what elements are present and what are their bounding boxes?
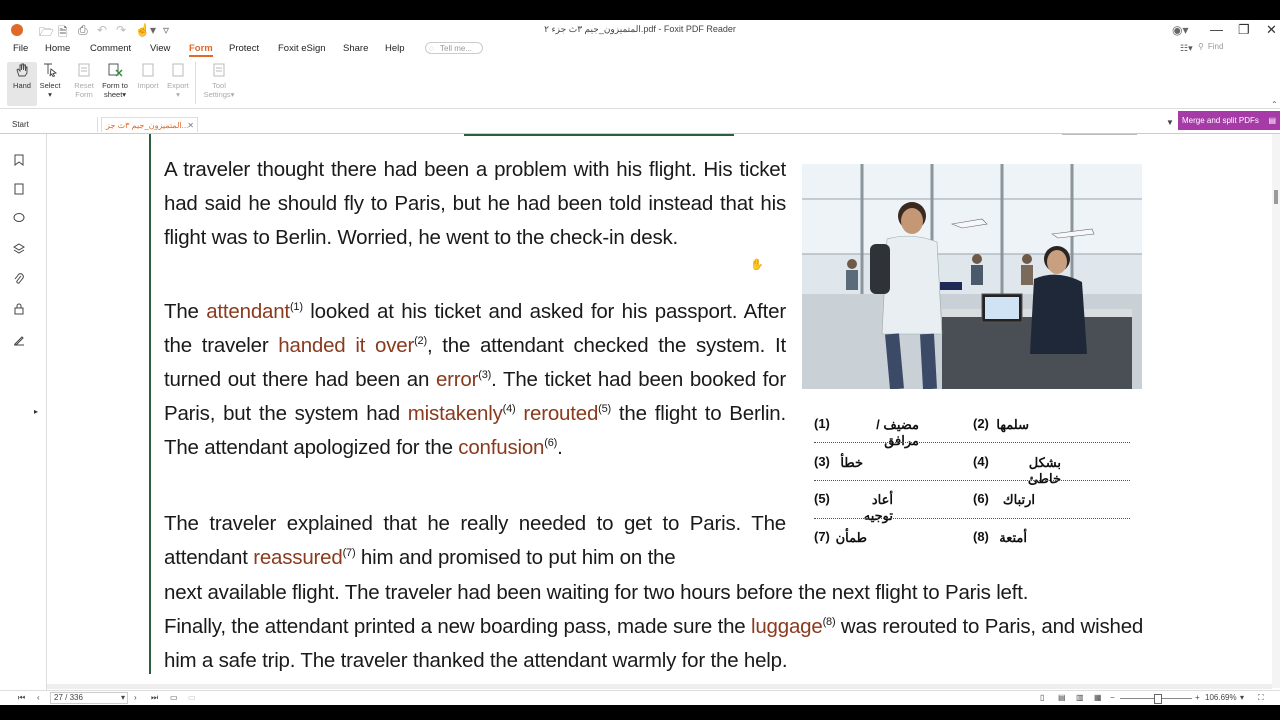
menu-protect[interactable]: Protect — [229, 43, 260, 54]
continuous-mode-icon[interactable]: ▤ — [1058, 693, 1066, 702]
screen-bottom-bar — [0, 705, 1280, 720]
gloss-text-7: طمأن — [835, 530, 867, 545]
hand-icon — [14, 62, 30, 78]
gloss-text-6: ارتباك — [1002, 492, 1035, 507]
page-left-rule — [149, 134, 151, 674]
select-tool-button[interactable] — [35, 62, 65, 99]
vocab-word-6: confusion — [458, 436, 545, 459]
zoom-in-icon[interactable]: + — [1195, 693, 1200, 702]
merge-icon: ▤ — [1268, 116, 1276, 125]
tab-list-dropdown-icon[interactable]: ▼ — [1166, 118, 1174, 127]
horizontal-scrollbar[interactable] — [47, 684, 1272, 689]
export-dropdown-icon: ▾ — [176, 90, 180, 99]
story-paragraph-3: The traveler explained that he really needed to get to Paris. The attendant reassured$^{(7)}$ him and promised to put him on the — [164, 512, 786, 569]
menu-help[interactable]: Help — [385, 43, 405, 54]
gloss-text-4: بشكل خاطئ — [1027, 455, 1061, 486]
find-search-icon: ⚲ — [1198, 42, 1204, 51]
hand-tool-button[interactable] — [7, 62, 37, 106]
import-button[interactable] — [133, 62, 163, 90]
gloss-num-1: (1) — [814, 416, 830, 431]
fullscreen-icon[interactable]: ⛶ — [1258, 693, 1264, 702]
customize-qa-icon[interactable]: ▿ — [163, 23, 170, 37]
tool-settings-button[interactable] — [202, 62, 236, 99]
hand-tool-dropdown-icon[interactable]: ☝▾ — [135, 23, 156, 37]
menu-foxit-esign[interactable]: Foxit eSign — [278, 43, 326, 54]
zoom-level[interactable]: 106.69% — [1205, 693, 1237, 702]
zoom-slider[interactable] — [1120, 698, 1192, 699]
form-to-sheet-icon — [107, 62, 123, 78]
import-icon — [140, 62, 156, 78]
close-button[interactable]: ✕ — [1266, 22, 1277, 37]
last-page-icon[interactable]: ⏭ — [151, 693, 159, 702]
vocab-word-4: mistakenly — [407, 402, 503, 425]
gloss-text-3: خطأ — [840, 455, 863, 470]
form-to-sheet-label: Form to sheet — [102, 81, 128, 99]
gloss-num-3: (3) — [814, 454, 830, 469]
vocab-word-5: rerouted — [523, 402, 599, 425]
save-icon[interactable]: 🗎 — [58, 25, 68, 39]
ribbon-separator — [195, 62, 196, 104]
security-lock-icon[interactable] — [13, 303, 25, 315]
find-placeholder: Find — [1207, 42, 1224, 51]
start-tab-label: Start — [12, 120, 29, 129]
tool-settings-icon — [211, 62, 227, 78]
menu-comment[interactable]: Comment — [90, 43, 132, 54]
vocab-word-2: handed it over — [278, 334, 415, 357]
zoom-slider-handle[interactable] — [1154, 694, 1162, 704]
menu-home[interactable]: Home — [45, 43, 71, 54]
first-page-icon[interactable]: ⏮ — [18, 693, 26, 702]
next-page-icon[interactable]: › — [134, 693, 137, 702]
select-cursor-icon — [42, 62, 58, 78]
find-input[interactable] — [1198, 42, 1268, 55]
gloss-text-1: مضيف / مرافق — [876, 417, 919, 448]
gloss-text-2: سلمها — [996, 417, 1029, 432]
pdf-page — [149, 134, 1149, 688]
tell-me-placeholder: Tell me... — [440, 44, 473, 53]
minimize-button[interactable]: — — [1210, 22, 1223, 37]
redo-icon[interactable]: ↷ — [116, 23, 127, 37]
gloss-num-7: (7) — [814, 529, 830, 544]
check-in-desk-illustration — [802, 164, 1142, 389]
page-indicator: 27 / 336 — [54, 693, 83, 702]
gloss-divider-1 — [814, 442, 1130, 443]
gloss-text-8: أمتعة — [999, 530, 1027, 545]
vocab-word-3: error — [435, 368, 479, 391]
hand-cursor-icon: ✋ — [750, 259, 764, 271]
window-title: المتميزون_جيم ٣ث جزء ٢.pdf - Foxit PDF Reader — [544, 24, 736, 34]
vertical-scrollbar[interactable] — [1272, 134, 1280, 688]
print-icon[interactable]: ⎙ — [78, 23, 88, 37]
undo-icon[interactable]: ↶ — [97, 23, 108, 37]
menu-file[interactable]: File — [13, 43, 29, 54]
single-page-view-icon[interactable]: ▭ — [170, 693, 178, 702]
account-icon[interactable]: ◉▾ — [1172, 23, 1189, 37]
gloss-divider-3 — [814, 518, 1130, 519]
title-bar — [0, 20, 1280, 40]
menu-share[interactable]: Share — [343, 43, 369, 54]
start-tab[interactable] — [8, 117, 98, 132]
form-to-sheet-dropdown-icon: ▾ — [122, 90, 127, 99]
merge-split-button[interactable] — [1178, 111, 1280, 130]
gloss-divider-2 — [814, 480, 1130, 481]
comments-icon[interactable] — [13, 212, 25, 224]
restore-button[interactable]: ❐ — [1238, 22, 1250, 37]
hand-label: Hand — [13, 81, 31, 90]
menu-form[interactable]: Form — [189, 43, 213, 54]
story-paragraph-2: The attendant$^{(1)}$ looked at his ticket and asked for his passport. After the traveler handed it over$^{(2)}$, the attendant checked the system. It turned out there had been an error$^{(3)}$. The ticket had been booked for Paris, but the system had mistakenly$^{(4)}$ rerouted$^{(5)}$ the flight to Berlin. The attendant apologized for the confusion$^{(6)}$. — [164, 300, 787, 459]
document-viewport[interactable] — [47, 134, 1272, 688]
expand-sidebar-icon[interactable]: ▸ — [34, 407, 39, 416]
gloss-num-5: (5) — [814, 491, 830, 506]
export-icon — [170, 62, 186, 78]
signature-pen-icon[interactable] — [13, 334, 25, 346]
document-tab[interactable] — [101, 117, 198, 132]
gloss-num-2: (2) — [973, 416, 989, 431]
vocab-word-1: attendant — [206, 300, 290, 323]
tool-settings-label: Tool Settings — [203, 81, 231, 99]
tool-settings-dropdown-icon: ▾ — [230, 90, 235, 99]
single-page-mode-icon[interactable]: ▯ — [1040, 693, 1045, 702]
gloss-num-8: (8) — [973, 529, 989, 544]
layout-options-icon[interactable]: ☷▾ — [1180, 43, 1193, 53]
zoom-out-icon[interactable]: − — [1110, 693, 1115, 702]
story-paragraph-1: A traveler thought there had been a problem with his flight. His ticket had said he should fly to Paris, but he had been told instead that his flight was to Berlin. Worried, he went to the check-in desk. — [164, 158, 786, 249]
lightbulb-icon: ◌ — [429, 44, 434, 53]
page-number-field[interactable] — [50, 692, 128, 704]
close-tab-icon[interactable]: ✕ — [187, 121, 194, 130]
menu-bar — [0, 40, 1280, 58]
form-to-sheet-button[interactable] — [100, 62, 130, 99]
document-tab-label: المتميزون_جيم ٣ث جز... — [106, 121, 189, 130]
vocab-word-7: reassured — [253, 546, 343, 569]
tell-me-search[interactable] — [425, 42, 483, 54]
facing-mode-icon[interactable]: ▥ — [1076, 693, 1084, 702]
facing-continuous-mode-icon[interactable]: ▦ — [1094, 693, 1102, 702]
page-dropdown-icon: ▾ — [120, 693, 125, 702]
attachment-icon[interactable] — [13, 273, 25, 285]
select-label: Select — [39, 81, 61, 90]
page-thumbnails-icon[interactable] — [13, 183, 25, 195]
layers-icon[interactable] — [13, 243, 25, 255]
open-file-icon[interactable]: 🗁 — [39, 25, 54, 39]
bookmark-icon[interactable] — [13, 154, 25, 166]
scroll-thumb[interactable] — [1274, 190, 1278, 204]
reset-form-label: Reset Form — [74, 81, 94, 99]
screen-top-bar — [0, 0, 1280, 20]
gloss-text-5: أعاد توجيه — [863, 492, 893, 523]
gloss-num-6: (6) — [973, 491, 989, 506]
page-top-right-mark — [1062, 134, 1137, 135]
export-label: Export — [167, 81, 189, 90]
previous-page-icon[interactable]: ‹ — [37, 693, 40, 702]
export-button[interactable] — [163, 62, 193, 99]
select-dropdown-icon: ▾ — [48, 90, 52, 99]
menu-view[interactable]: View — [150, 43, 171, 54]
ribbon-collapse-icon[interactable]: ⌃ — [1271, 100, 1278, 109]
facing-page-view-icon[interactable]: ▭ — [188, 693, 196, 702]
import-label: Import — [137, 81, 159, 90]
vocab-word-8: luggage — [751, 615, 823, 638]
zoom-dropdown-icon[interactable]: ▾ — [1240, 693, 1245, 702]
gloss-num-4: (4) — [973, 454, 989, 469]
reset-form-button[interactable] — [69, 62, 99, 99]
merge-split-label: Merge and split PDFs — [1182, 116, 1259, 125]
story-paragraph-3-continued: next available flight. The traveler had been waiting for two hours before the next flight to Paris left. Finally, the attendant printed a new boarding pass, made sure the luggage$^{(8)}$ was rerouted to Paris, and wished him a safe trip. The traveler thanked the attendant warmly for the help. — [164, 581, 1144, 672]
page-top-rule — [464, 134, 734, 136]
reset-form-icon — [76, 62, 92, 78]
